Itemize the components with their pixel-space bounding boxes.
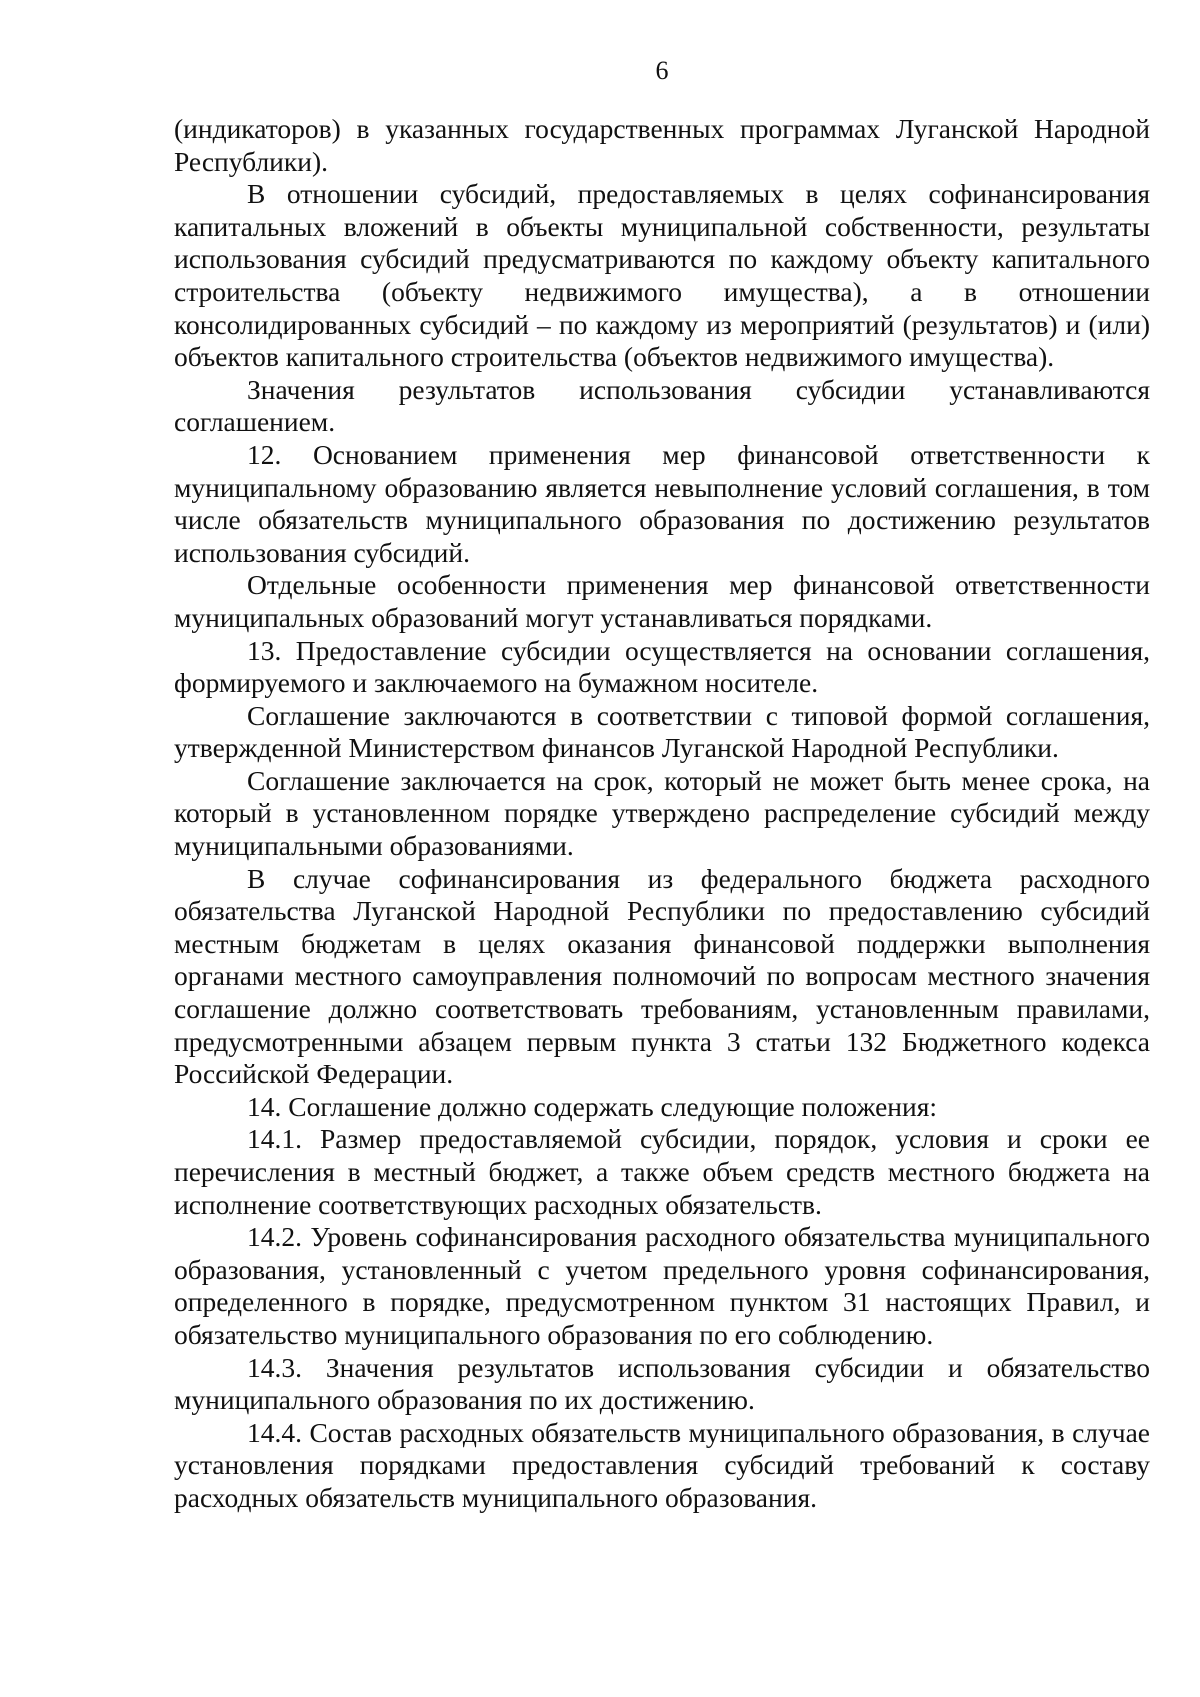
- paragraph-item-14-3: 14.3. Значения результатов использования субсидии и обязательство муниципального образования по их достижению.: [174, 1351, 1150, 1416]
- paragraph-item-14-2: 14.2. Уровень софинансирования расходного обязательства муниципального образования, установленный с учетом предельного уровня софинансирования, определенного в порядке, предусмотренном пунктом 31 настоящих Правил, и обязательство муниципального образования по его соблюдению.: [174, 1221, 1150, 1350]
- paragraph-agreement-term: Соглашение заключается на срок, который не может быть менее срока, на который в установленном порядке утверждено распределение субсидий между муниципальными образованиями.: [174, 764, 1150, 862]
- paragraph-item-14-4: 14.4. Состав расходных обязательств муниципального образования, в случае установления порядками предоставления субсидий требований к составу расходных обязательств муниципального образования.: [174, 1416, 1150, 1513]
- paragraph-indicators-continuation: (индикаторов) в указанных государственных программах Луганской Народной Республики).: [174, 113, 1150, 177]
- document-page: [174, 0, 1150, 1697]
- paragraph-item-12: 12. Основанием применения мер финансовой ответственности к муниципальному образованию является невыполнение условий соглашения, в том числе обязательств муниципального образования по достижению результатов использования субсидий.: [174, 438, 1150, 568]
- page-number: 6: [655, 56, 669, 85]
- paragraph-standard-form: Соглашение заключаются в соответствии с типовой формой соглашения, утвержденной Министерством финансов Луганской Народной Республики.: [174, 699, 1150, 764]
- paragraph-item-13: 13. Предоставление субсидии осуществляется на основании соглашения, формируемого и заключаемого на бумажном носителе.: [174, 634, 1150, 699]
- paragraph-item-14: 14. Соглашение должно содержать следующие положения:: [247, 1090, 938, 1122]
- paragraph-responsibility-features: Отдельные особенности применения мер финансовой ответственности муниципальных образований могут устанавливаться порядками.: [174, 569, 1150, 633]
- paragraph-capital-investments: В отношении субсидий, предоставляемых в целях софинансирования капитальных вложений в объекты муниципальной собственности, результаты использования субсидий предусматриваются по каждому объекту капитального строительства (объекту недвижимого имущества), а в отношении консолидированных субсидий – по каждому из мероприятий (результатов) и (или) объектов капитального строительства (объектов недвижимого имущества).: [174, 178, 1150, 373]
- paragraph-federal-cofinancing: В случае софинансирования из федерального бюджета расходного обязательства Луганской Народной Республики по предоставлению субсидий местным бюджетам в целях оказания финансовой поддержки выполнения органами местного самоуправления полномочий по вопросам местного значения соглашение должно соответствовать требованиям, установленным правилами, предусмотренными абзацем первым пункта 3 статьи 132 Бюджетного кодекса Российской Федерации.: [174, 862, 1150, 1090]
- paragraph-item-14-1: 14.1. Размер предоставляемой субсидии, порядок, условия и сроки ее перечисления в местный бюджет, а также объем средств местного бюджета на исполнение соответствующих расходных обязательств.: [174, 1123, 1150, 1220]
- paragraph-result-values: Значения результатов использования субсидии устанавливаются соглашением.: [174, 373, 1150, 438]
- document-body: [174, 113, 1150, 1515]
